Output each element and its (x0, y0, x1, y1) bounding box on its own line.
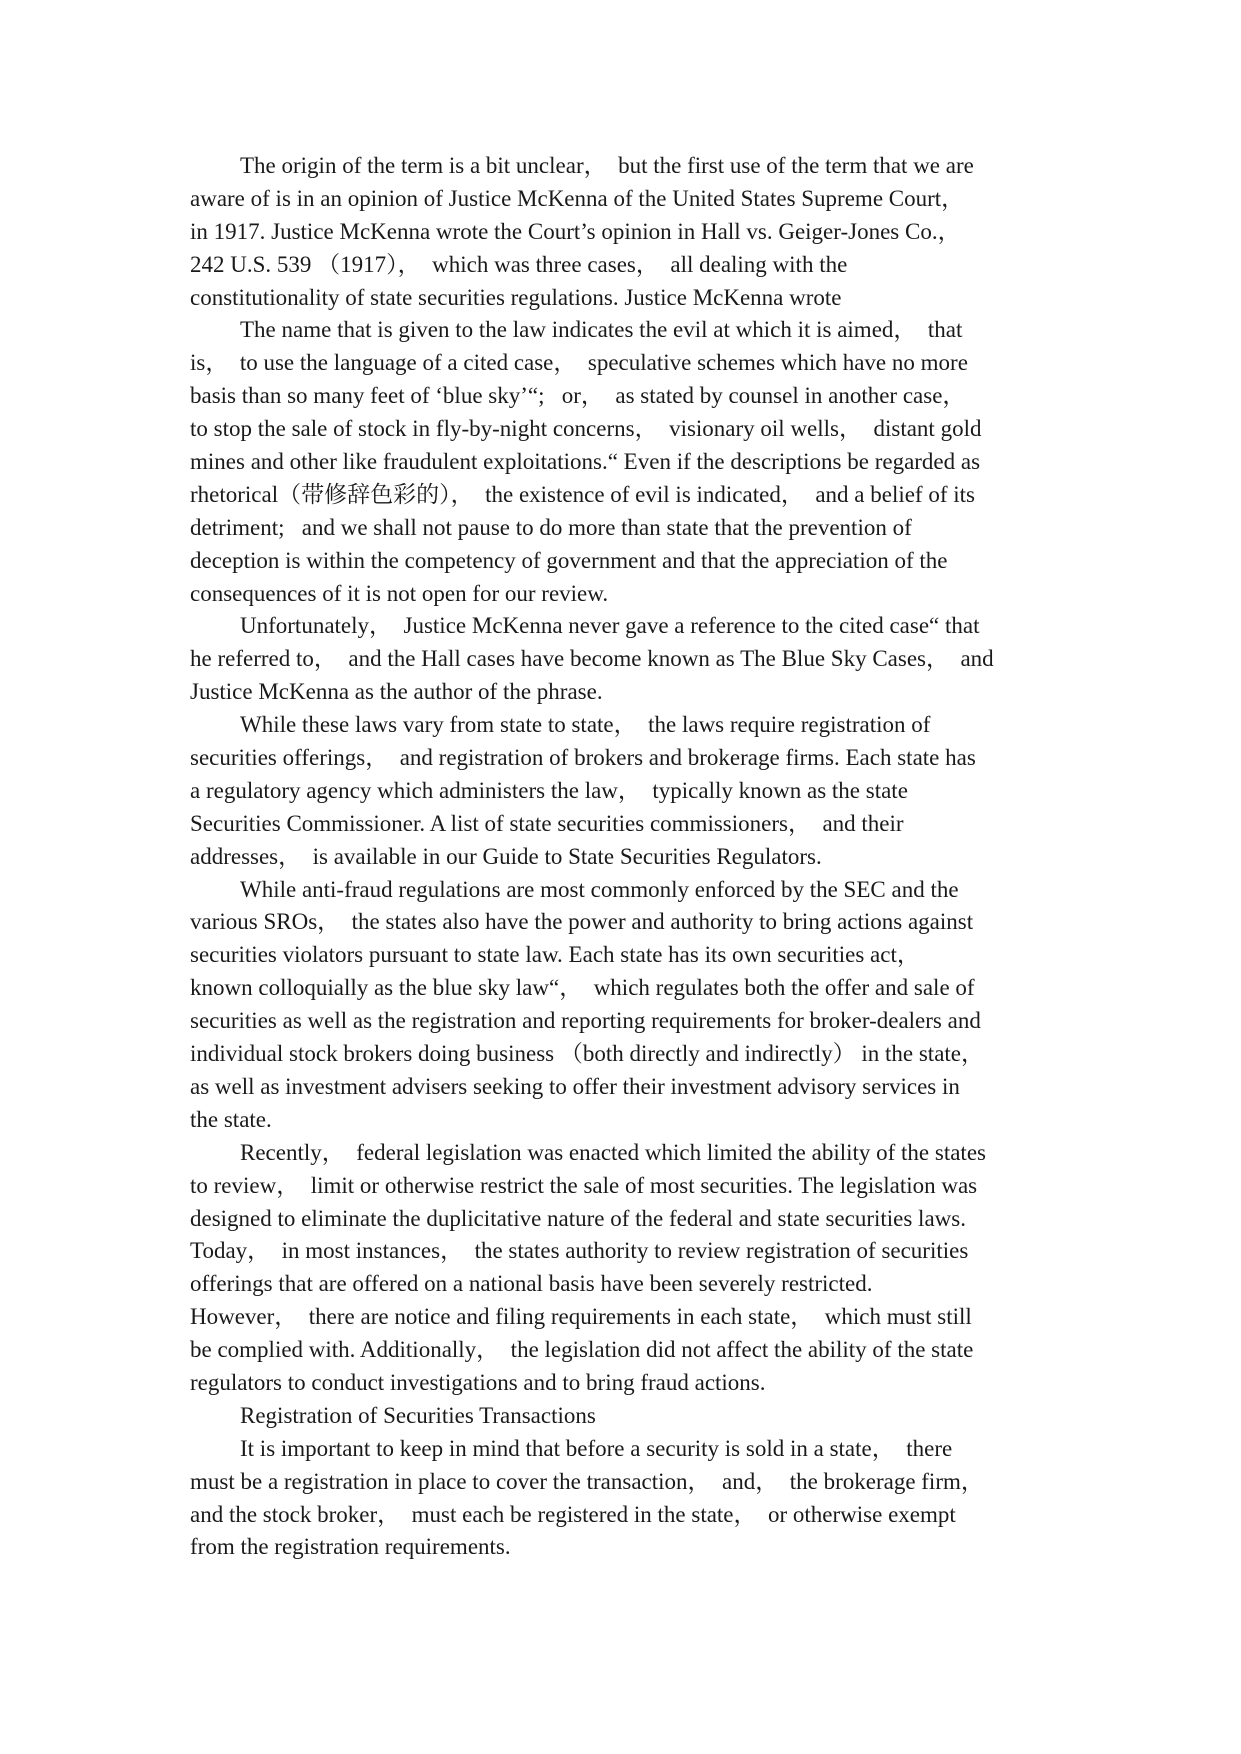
text-line: known colloquially as the blue sky law“， which regulates both the offer and sale of (190, 975, 975, 1001)
paragraph-vary (190, 709, 1060, 873)
section-heading (190, 1400, 1060, 1433)
text-line: securities offerings， and registration of brokers and brokerage firms. Each state has (190, 745, 976, 771)
text-line: basis than so many feet of ‘blue sky’“; or， as stated by counsel in another case， (190, 383, 966, 409)
text-line: in 1917. Justice McKenna wrote the Court’s opinion in Hall vs. Geiger-Jones Co.， (190, 218, 961, 244)
paragraph-unfortunately (190, 610, 1060, 709)
text-line: individual stock brokers doing business （both directly and indirectly） in the state， (190, 1041, 985, 1067)
text-line: Unfortunately， Justice McKenna never gave a reference to the cited case“ that (240, 613, 980, 639)
paragraph-antifraud (190, 874, 1060, 1137)
text-line: and the stock broker， must each be registered in the state， or otherwise exempt (190, 1501, 956, 1527)
text-line: securities as well as the registration and reporting requirements for broker-dealers and (190, 1008, 981, 1034)
text-line: However， there are notice and filing requirements in each state， which must still (190, 1304, 972, 1330)
text-line: designed to eliminate the duplicitative nature of the federal and state securities laws. (190, 1205, 966, 1231)
text-line: to stop the sale of stock in fly-by-night concerns， visionary oil wells， distant gold (190, 416, 982, 442)
text-line: as well as investment advisers seeking to offer their investment advisory services in (190, 1073, 960, 1099)
text-line: Justice McKenna as the author of the phrase. (190, 679, 603, 705)
document-body (190, 150, 1060, 1564)
text-line: Today， in most instances， the states authority to review registration of securities (190, 1238, 969, 1264)
paragraph-recently (190, 1137, 1060, 1400)
text-line: securities violators pursuant to state law. Each state has its own securities act， (190, 942, 920, 968)
text-line: deception is within the competency of government and that the appreciation of the (190, 547, 948, 573)
text-line: must be a registration in place to cover the transaction， and， the brokerage firm， (190, 1468, 984, 1494)
text-line: detriment; and we shall not pause to do more than state that the prevention of (190, 514, 912, 540)
text-line: is， to use the language of a cited case， speculative schemes which have no more (190, 350, 968, 376)
text-line: While anti-fraud regulations are most commonly enforced by the SEC and the (240, 876, 959, 902)
text-line: regulators to conduct investigations and to bring fraud actions. (190, 1369, 766, 1395)
text-line: addresses， is available in our Guide to State Securities Regulators. (190, 843, 822, 869)
text-line: the state. (190, 1106, 272, 1132)
text-line: It is important to keep in mind that before a security is sold in a state， there (240, 1435, 953, 1461)
heading-text: Registration of Securities Transactions (240, 1402, 596, 1428)
text-line: While these laws vary from state to state， the laws require registration of (240, 712, 931, 738)
text-line: to review， limit or otherwise restrict the sale of most securities. The legislation was (190, 1172, 978, 1198)
paragraph-important (190, 1433, 1060, 1565)
text-line: aware of is in an opinion of Justice McKenna of the United States Supreme Court， (190, 185, 965, 211)
text-line: constitutionality of state securities regulations. Justice McKenna wrote (190, 284, 842, 310)
text-line: from the registration requirements. (190, 1534, 511, 1560)
text-line: The origin of the term is a bit unclear， but the first use of the term that we are (240, 153, 974, 178)
text-line: he referred to， and the Hall cases have become known as The Blue Sky Cases， and (190, 646, 994, 672)
text-line: a regulatory agency which administers the law， typically known as the state (190, 777, 908, 803)
text-line: consequences of it is not open for our review. (190, 580, 609, 606)
text-line: 242 U.S. 539 （1917）， which was three cases， all dealing with the (190, 251, 848, 277)
text-line: The name that is given to the law indicates the evil at which it is aimed， that (240, 317, 963, 343)
text-line: various SROs， the states also have the power and authority to bring actions against (190, 909, 974, 935)
paragraph-origin (190, 150, 1060, 314)
text-line: offerings that are offered on a national basis have been severely restricted. (190, 1271, 873, 1297)
paragraph-quote (190, 314, 1060, 610)
text-line: Securities Commissioner. A list of state securities commissioners， and their (190, 810, 904, 836)
text-line: Recently， federal legislation was enacted which limited the ability of the states (240, 1139, 986, 1165)
text-line: rhetorical（带修辞色彩的）， the existence of evil is indicated， and a belief of its (190, 481, 975, 507)
text-line: mines and other like fraudulent exploitations.“ Even if the descriptions be regarded as (190, 449, 981, 475)
text-line: be complied with. Additionally， the legislation did not affect the ability of the state (190, 1337, 974, 1363)
